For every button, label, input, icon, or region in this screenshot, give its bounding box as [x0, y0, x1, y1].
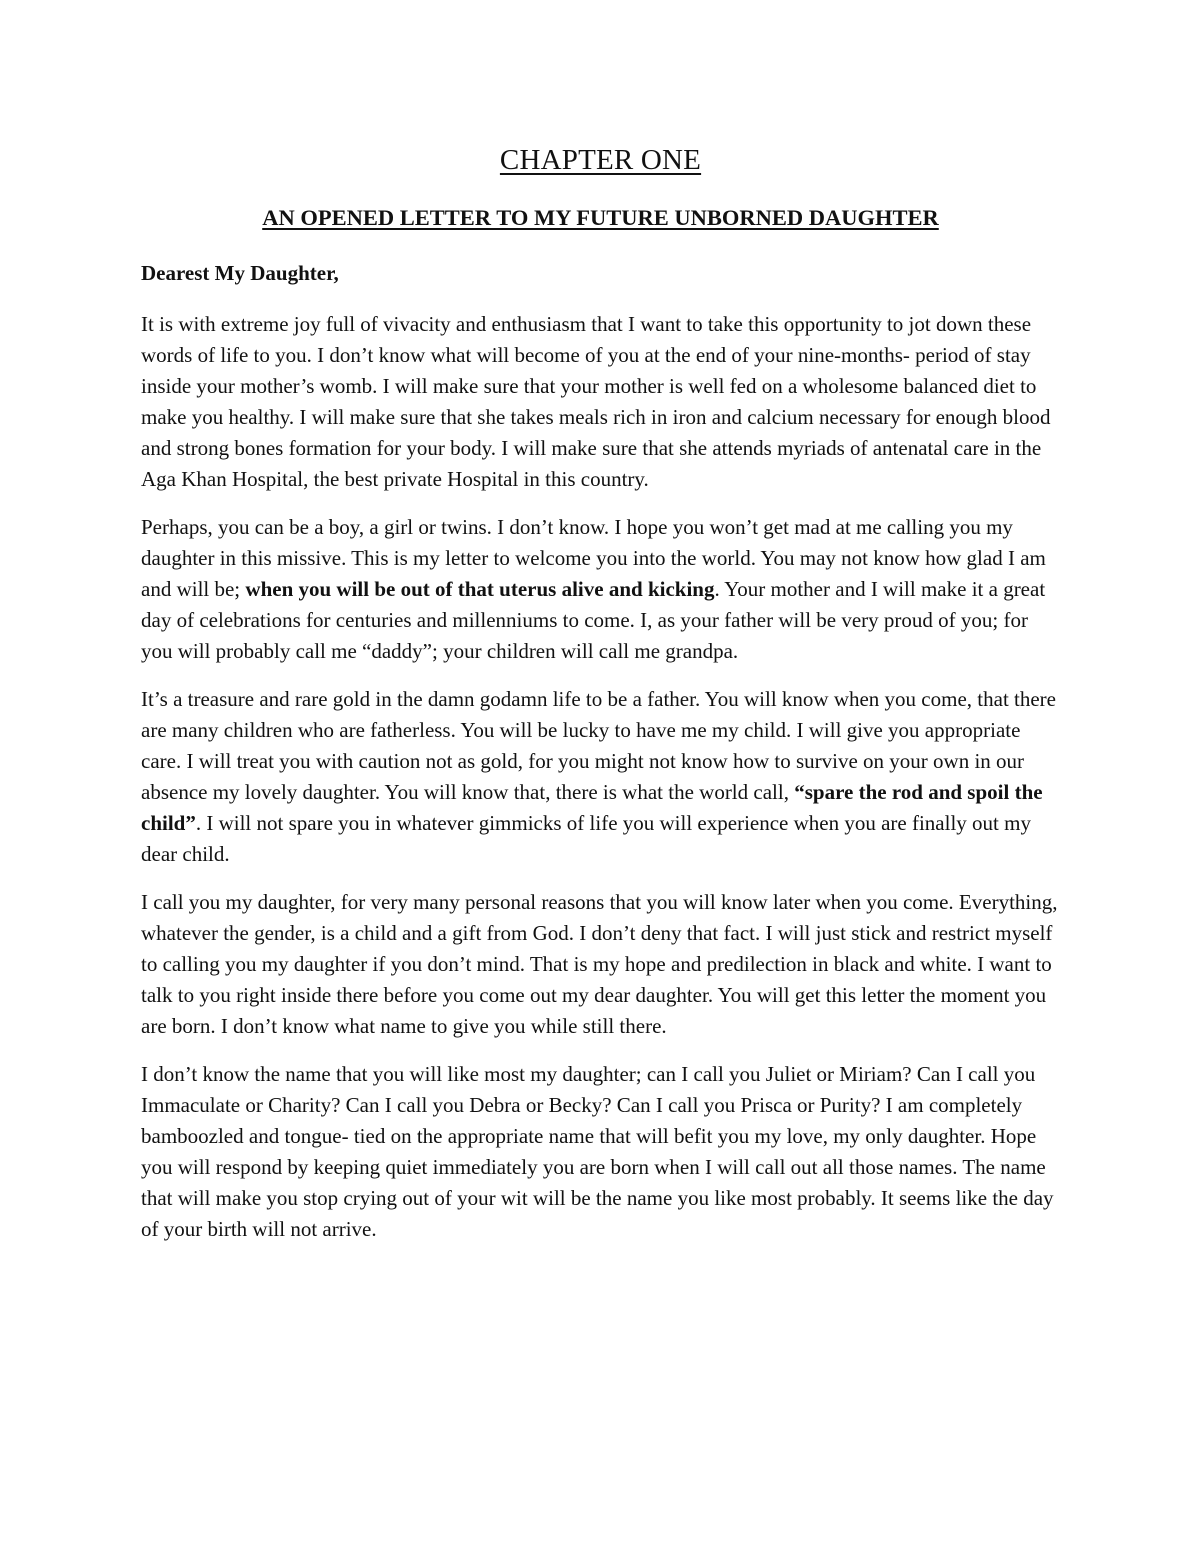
paragraph-2-text-after: . Your mother and I will make it a great day of celebrations for centuries and millenniums to come. I, as your father will be very proud of you; for you will probably call me “daddy”; your children will call me grandpa. — [141, 577, 1046, 663]
paragraph-2-bold-text: when you will be out of that uterus alive and kicking — [245, 577, 715, 601]
paragraph-2-text-before: Perhaps, you can be a boy, a girl or twins. I don’t know. I hope you won’t get mad at me calling you my daughter in this missive. This is my letter to welcome you into the world. You may not know how glad I am and will be; — [141, 515, 1046, 601]
paragraph-3-text-before: It’s a treasure and rare gold in the damn godamn life to be a father. You will know when you come, that there are many children who are fatherless. You will be lucky to have me my child. I will give you appropriate care. I will treat you with caution not as gold, for you might not know how to survive on your own in our absence my lovely daughter. You will know that, there is what the world call, — [141, 687, 1056, 804]
paragraph-3-bold-text: “spare the rod and spoil the child” — [141, 780, 1043, 835]
salutation: Dearest My Daughter, — [141, 261, 339, 285]
paragraph-5: I don’t know the name that you will like most my daughter; can I call you Juliet or Miriam? Can I call you Immaculate or Charity? Can I call you Debra or Becky? Can I call you Prisca or Purity? I am completely bamboozled and tongue- tied on the appropriate name that will befit you my love, my only daughter. Hope you will respond by keeping quiet immediately you are born when I will call out all those names. The name that will make you stop crying out of your wit will be the name you like most probably. It seems like the day of your birth will not arrive. — [141, 1062, 1054, 1241]
paragraph-3-text-after: . I will not spare you in whatever gimmicks of life you will experience when you are finally out my dear child. — [141, 811, 1031, 866]
paragraph-1: It is with extreme joy full of vivacity and enthusiasm that I want to take this opportunity to jot down these words of life to you. I don’t know what will become of you at the end of your nine-months- period of stay inside your mother’s womb. I will make sure that your mother is well fed on a wholesome balanced diet to make you healthy. I will make sure that she takes meals rich in iron and calcium necessary for enough blood and strong bones formation for your body. I will make sure that she attends myriads of antenatal care in the Aga Khan Hospital, the best private Hospital in this country. — [141, 312, 1051, 491]
paragraph-3 — [141, 684, 1060, 870]
chapter-title: CHAPTER ONE — [499, 144, 702, 176]
paragraph-4: I call you my daughter, for very many personal reasons that you will know later when you come. Everything, whatever the gender, is a child and a gift from God. I don’t deny that fact. I will just stick and restrict myself to calling you my daughter if you don’t mind. That is my hope and predilection in black and white. I want to talk to you right inside there before you come out my dear daughter. You will get this letter the moment you are born. I don’t know what name to give you while still there. — [141, 890, 1058, 1038]
paragraph-2 — [141, 512, 1060, 667]
chapter-subtitle: AN OPENED LETTER TO MY FUTURE UNBORNED DAUGHTER — [262, 205, 939, 230]
